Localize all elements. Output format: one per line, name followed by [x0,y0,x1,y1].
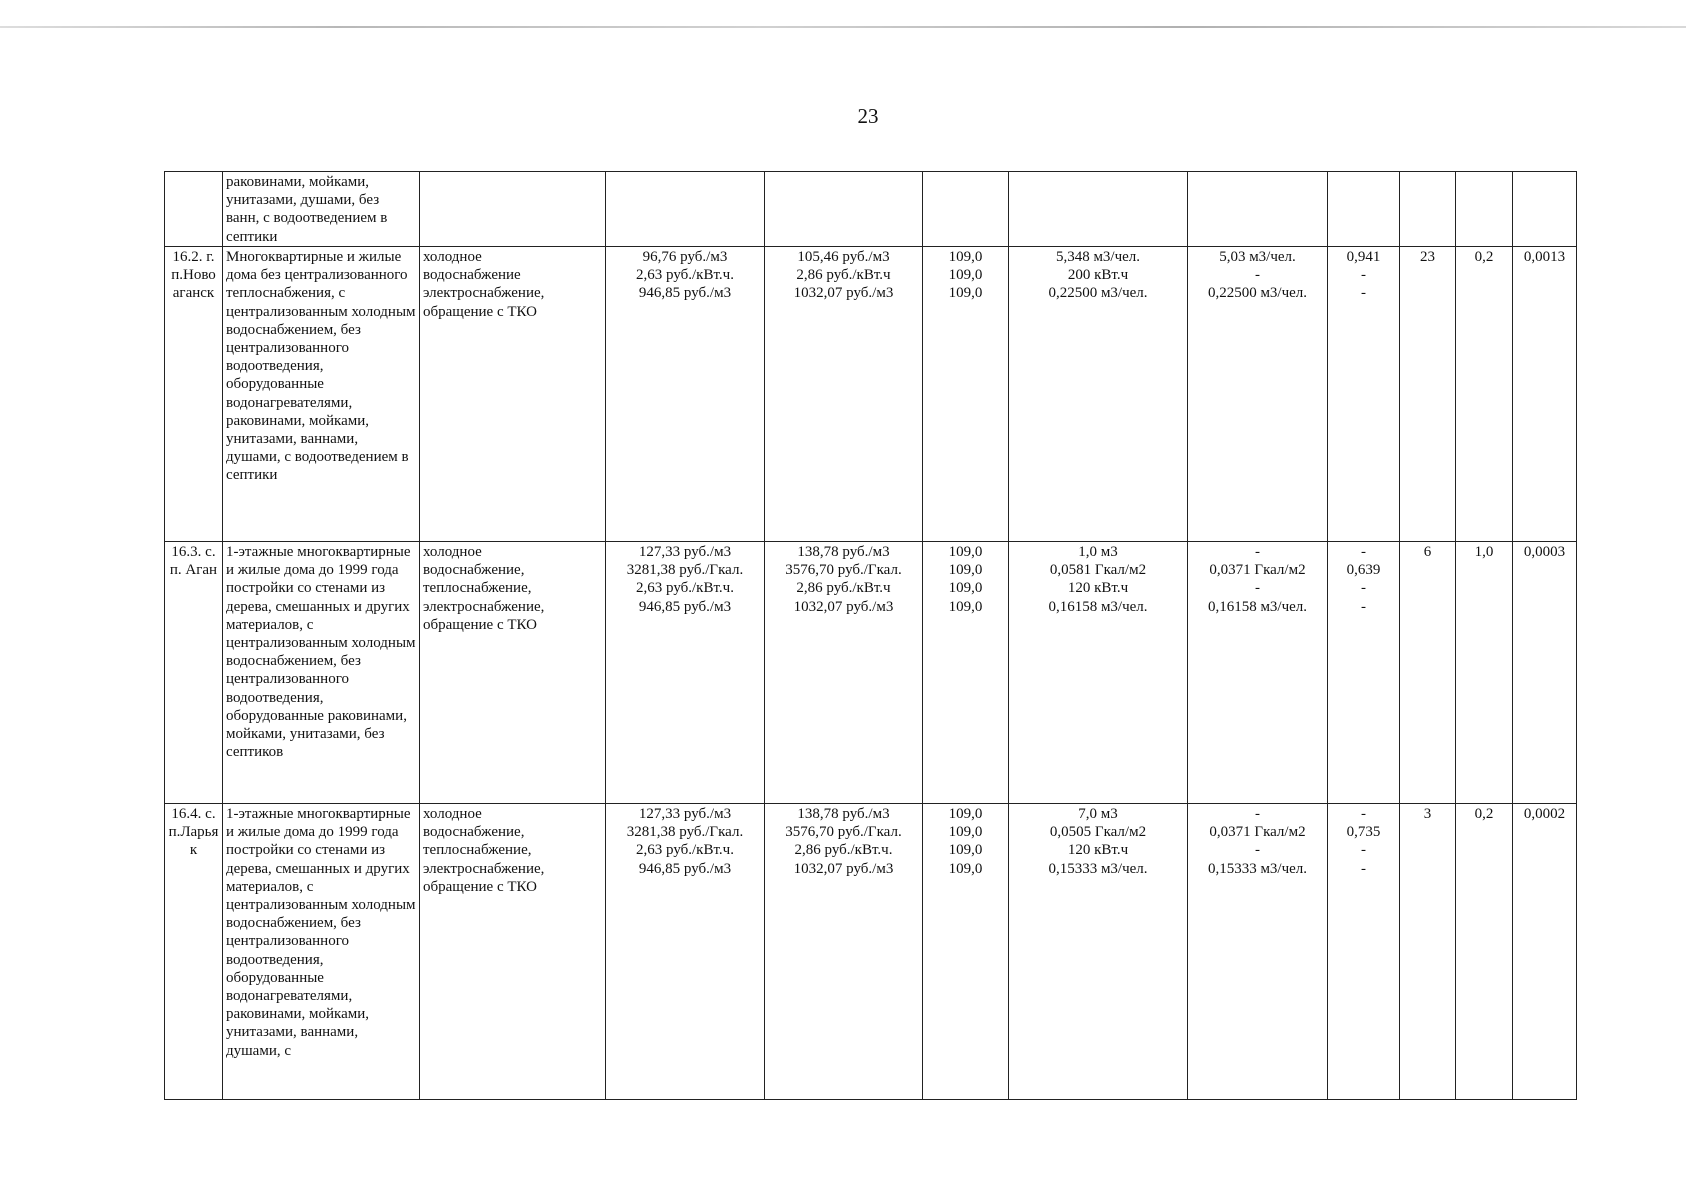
service-line: водоснабжение, [423,824,525,841]
c11-cell [1456,542,1513,804]
coefficient-line: 0,639 [1346,562,1381,579]
norm-line: 1,0 м3 [1078,544,1118,560]
c11-cell [1456,247,1513,542]
index-cell [923,804,1009,1100]
tariff-b-line: 2,86 руб./кВт.ч. [794,842,893,859]
coefficient-line: - [1361,544,1366,560]
c10-value: 6 [1423,544,1432,560]
service-line: обращение с ТКО [423,303,537,320]
c12-value: 0,0002 [1523,806,1566,822]
norm2-cell [1188,804,1328,1100]
tariff-a-line: 2,63 руб./кВт.ч. [636,580,734,597]
tariff-a-line: 2,63 руб./кВт.ч. [636,267,734,284]
c11-value: 0,2 [1474,249,1494,265]
service-line: теплоснабжение, [423,842,532,859]
norm-cell [1009,542,1188,804]
tariff-b-line: 2,86 руб./кВт.ч [796,267,891,284]
c12-cell [1513,247,1577,542]
table-row [165,172,1577,247]
service-line: электроснабжение, [423,285,545,302]
tariff-b-line: 105,46 руб./м3 [797,249,890,265]
services-cell [420,542,606,804]
row-number-cell [165,804,223,1100]
service-line: электроснабжение, [423,860,545,877]
tariff-b-line: 138,78 руб./м3 [797,544,890,560]
row-number-cell [165,172,223,247]
c12-cell [1513,172,1577,247]
norm2-line: 5,03 м3/чел. [1219,249,1296,265]
index-cell [923,542,1009,804]
row-number: 16.2. г.п.Новоаганск [171,249,216,302]
norm-line: 200 кВт.ч [1067,267,1129,284]
coefficient-line: - [1361,267,1366,284]
tariff-a-line: 127,33 руб./м3 [638,544,732,560]
norm2-line: 0,15333 м3/чел. [1207,860,1308,877]
norm-line: 0,15333 м3/чел. [1048,860,1148,877]
tariff-b-cell [765,247,923,542]
service-line: холодное [423,544,482,560]
service-line: холодное [423,806,482,822]
norm-line: 0,0505 Гкал/м2 [1049,824,1147,841]
c10-cell [1400,804,1456,1100]
c11-value: 1,0 [1474,544,1494,560]
coefficient-cell [1328,172,1400,247]
service-line: обращение с ТКО [423,616,537,633]
index-line: 109,0 [948,580,983,597]
coefficient-line: - [1361,806,1366,822]
services-cell [420,172,606,247]
c11-cell [1456,804,1513,1100]
row-number: 16.4. с.п.Ларьяк [168,806,219,859]
norm-cell [1009,804,1188,1100]
tariff-b-line: 1032,07 руб./м3 [793,285,894,302]
coefficient-cell [1328,804,1400,1100]
index-line: 109,0 [948,544,983,560]
description-cell [223,247,420,542]
index-cell [923,172,1009,247]
tariff-table [164,171,1577,1100]
tariff-b-line: 3576,70 руб./Гкал. [785,562,902,579]
tariff-a-cell [606,172,765,247]
tariff-a-cell [606,247,765,542]
index-line: 109,0 [948,562,983,579]
norm-line: 0,16158 м3/чел. [1048,598,1148,615]
coefficient-cell [1328,247,1400,542]
index-cell [923,247,1009,542]
tariff-a-line: 127,33 руб./м3 [638,806,732,822]
tariff-a-line: 946,85 руб./м3 [638,598,732,615]
norm2-line: - [1255,267,1260,284]
c10-cell [1400,247,1456,542]
norm2-cell [1188,172,1328,247]
norm-line: 120 кВт.ч [1067,842,1129,859]
tariff-a-line: 946,85 руб./м3 [638,860,732,877]
index-line: 109,0 [948,806,983,822]
norm2-line: 0,16158 м3/чел. [1207,598,1308,615]
row-number: 16.3. с.п. Аган [169,544,218,579]
tariff-b-cell [765,172,923,247]
services-cell [420,247,606,542]
tariff-b-line: 1032,07 руб./м3 [793,598,894,615]
c12-value: 0,0013 [1523,249,1566,265]
index-line: 109,0 [948,824,983,841]
tariff-b-line: 3576,70 руб./Гкал. [785,824,902,841]
coefficient-cell [1328,542,1400,804]
coefficient-line: - [1361,580,1366,597]
tariff-a-cell [606,804,765,1100]
norm2-line: - [1255,580,1260,597]
norm2-line: - [1255,806,1260,822]
description-cell [223,804,420,1100]
service-line: водоснабжение, [423,562,525,579]
c10-value: 23 [1420,249,1435,265]
tariff-a-line: 3281,38 руб./Гкал. [626,562,744,579]
c12-cell [1513,804,1577,1100]
coefficient-line: - [1361,860,1366,877]
norm2-line: 0,0371 Гкал/м2 [1209,824,1306,841]
norm-line: 120 кВт.ч [1067,580,1129,597]
index-line: 109,0 [948,842,983,859]
scan-edge [0,26,1686,28]
service-line: холодное [423,249,482,265]
norm2-line: 0,0371 Гкал/м2 [1209,562,1306,579]
tariff-b-cell [765,804,923,1100]
tariff-b-line: 1032,07 руб./м3 [793,860,894,877]
norm2-line: 0,22500 м3/чел. [1207,285,1308,302]
description-text: раковинами, мойками, унитазами, душами, без ванн, с водоотведением в септики [226,174,388,245]
tariff-b-line: 138,78 руб./м3 [797,806,890,822]
index-line: 109,0 [948,598,983,615]
table-body [165,172,1577,1100]
coefficient-line: 0,941 [1346,249,1381,265]
norm2-cell [1188,247,1328,542]
c11-cell [1456,172,1513,247]
c11-value: 0,2 [1474,806,1494,822]
description-text: Многоквартирные и жилые дома без централизованного теплоснабжения, с централизованным холодным водоснабжением, без централизованного водоотведения, оборудованные водонагревателями, раковинами, мойками, унитазами, ваннами, душами, с водоотведением в септики [226,249,416,484]
c10-cell [1400,172,1456,247]
c10-cell [1400,542,1456,804]
index-line: 109,0 [948,285,983,302]
norm-line: 5,348 м3/чел. [1055,249,1141,265]
index-line: 109,0 [948,249,983,265]
norm2-cell [1188,542,1328,804]
c10-value: 3 [1423,806,1432,822]
c12-cell [1513,542,1577,804]
tariff-a-line: 2,63 руб./кВт.ч. [636,842,734,859]
coefficient-line: - [1361,598,1366,615]
services-cell [420,804,606,1100]
description-cell [223,542,420,804]
norm-line: 7,0 м3 [1078,806,1118,822]
tariff-a-line: 946,85 руб./м3 [638,285,732,302]
service-line: электроснабжение, [423,598,545,615]
norm2-line: - [1255,842,1260,859]
table-row [165,804,1577,1100]
norm2-line: - [1255,544,1260,560]
index-line: 109,0 [948,267,983,284]
row-number-cell [165,542,223,804]
tariff-a-cell [606,542,765,804]
row-number-cell [165,247,223,542]
norm-line: 0,22500 м3/чел. [1048,285,1148,302]
service-line: теплоснабжение, [423,580,532,597]
norm-cell [1009,172,1188,247]
c12-value: 0,0003 [1523,544,1566,560]
description-cell [223,172,420,247]
tariff-b-line: 2,86 руб./кВт.ч [796,580,891,597]
table-row [165,542,1577,804]
tariff-a-line: 3281,38 руб./Гкал. [626,824,744,841]
coefficient-line: - [1361,842,1366,859]
description-text: 1-этажные многоквартирные и жилые дома до 1999 года постройки со стенами из дерева, смешанных и других материалов, с централизованным холодным водоснабжением, без централизованного водоотведения, оборудованные водонагревателями, раковинами, мойками, унитазами, ваннами, душами, с [226,806,416,1059]
tariff-b-cell [765,542,923,804]
table-row [165,247,1577,542]
coefficient-line: - [1361,285,1366,302]
tariff-a-line: 96,76 руб./м3 [642,249,728,265]
service-line: обращение с ТКО [423,878,537,895]
coefficient-line: 0,735 [1346,824,1381,841]
index-line: 109,0 [948,860,983,877]
service-line: водоснабжение [423,267,521,284]
page-number: 23 [857,104,879,128]
description-text: 1-этажные многоквартирные и жилые дома до 1999 года постройки со стенами из дерева, смешанных и других материалов, с централизованным холодным водоснабжением, без централизованного водоотведения, оборудованные раковинами, мойками, унитазами, без септиков [226,544,416,761]
norm-cell [1009,247,1188,542]
norm-line: 0,0581 Гкал/м2 [1049,562,1147,579]
